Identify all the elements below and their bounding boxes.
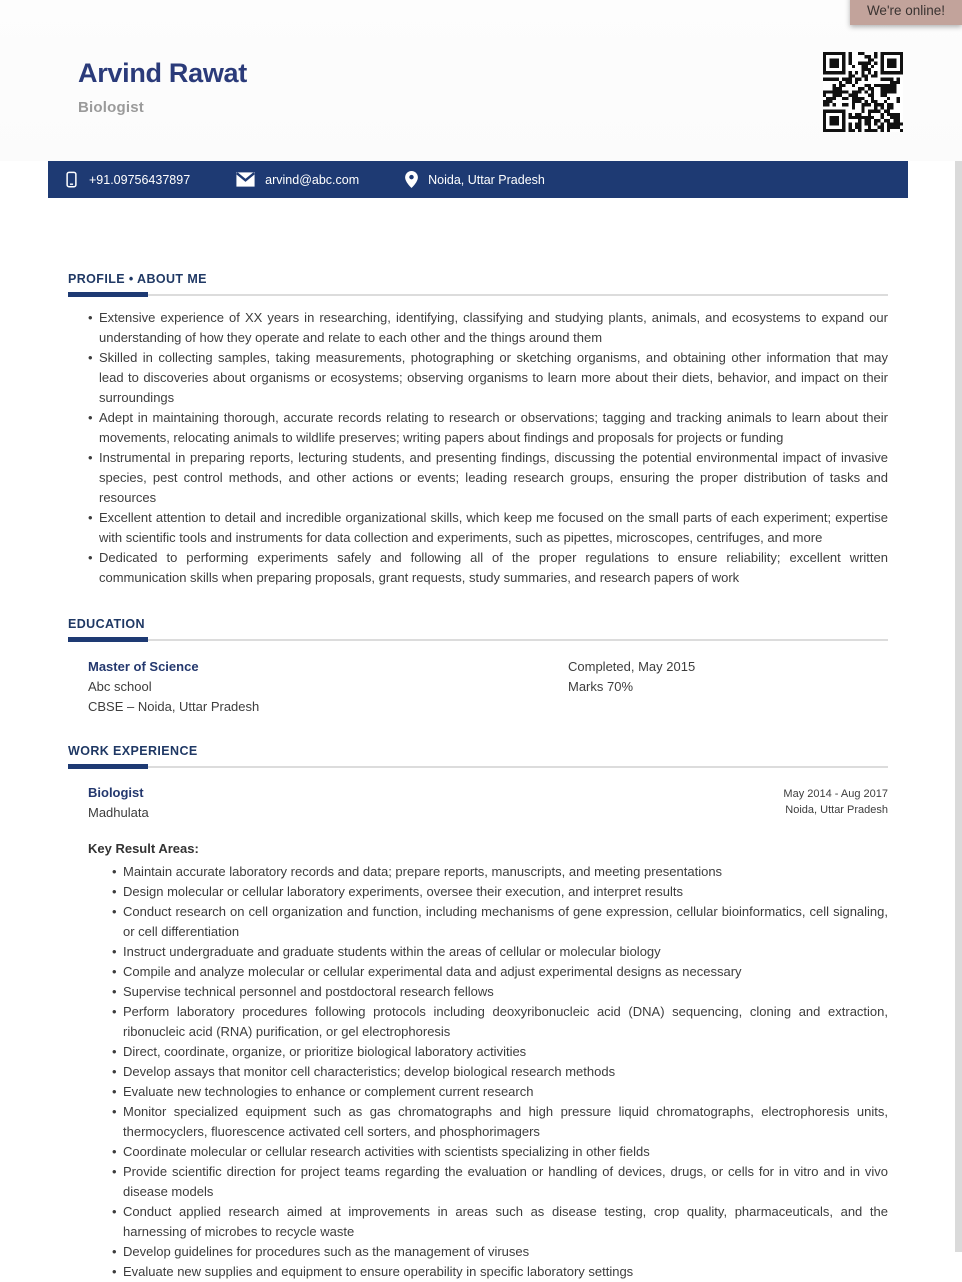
mail-icon [236,172,255,187]
section-rule [68,764,888,769]
work-bullet: • Design molecular or cellular laboratory experiments, oversee their execution, and interpret results [112,882,888,902]
work-bullet: • Instruct undergraduate and graduate students within the areas of cellular or molecular biology [112,942,888,962]
key-result-areas-label: Key Result Areas: [88,841,199,856]
contact-bar [48,161,908,198]
work-bullet: • Provide scientific direction for project teams regarding the evaluation or handling of devices, drugs, or cells for in vitro and in vivo disease models [112,1162,888,1202]
work-bullet: • Perform laboratory procedures following protocols including deoxyribonucleic acid (DNA) sequencing, cloning and extraction, ribonucleic acid (RNA) purification, or gel electrophoresis [112,1002,888,1042]
work-bullet: • Develop assays that monitor cell characteristics; develop biological research methods [112,1062,888,1082]
resume-body [68,272,888,1282]
work-bullet: • Supervise technical personnel and postdoctoral research fellows [112,982,888,1002]
work-section-title: WORK EXPERIENCE [68,744,198,758]
profile-bullet: • Instrumental in preparing reports, lecturing students, and presenting findings, discussing the potential environmental impact of invasive species, pest control methods, and other actions or events; leading research groups, ensuring the proper distribution of tasks and resources [88,448,888,508]
work-bullet: • Develop guidelines for procedures such as the management of viruses [112,1242,888,1262]
work-bullet: • Coordinate molecular or cellular research activities with scientists specializing in other fields [112,1142,888,1162]
section-work-experience [68,744,888,1282]
profile-bullet: • Excellent attention to detail and incredible organizational skills, which keep me focused on the small parts of each experiment; expertise with scientific tools and instruments for data collection and experiments, such as pipettes, microscopes, centrifuges, and more [88,508,888,548]
work-bullet: • Direct, coordinate, organize, or prioritize biological laboratory activities [112,1042,888,1062]
resume-header [0,0,962,161]
person-name: Arvind Rawat [78,58,247,88]
education-section-title: EDUCATION [68,617,145,631]
section-profile [68,272,888,588]
education-degree: Master of Science [88,659,199,674]
education-entry-right [568,657,888,717]
education-school: Abc school [88,679,152,694]
work-bullet: • Conduct research on cell organization and function, including mechanisms of gene expression, cellular bioinformatics, cell signaling, or cell differentiation [112,902,888,942]
work-bullet: • Compile and analyze molecular or cellular experimental data and adjust experimental designs as necessary [112,962,888,982]
work-role: Biologist [88,785,144,800]
contact-email-value: arvind@abc.com [265,172,360,187]
work-entry-header [68,783,888,823]
education-board-location: CBSE – Noida, Uttar Pradesh [88,699,260,714]
education-entry [68,657,888,717]
work-entry-left [88,783,149,823]
education-entry-left [88,657,568,717]
profile-bullet-list [68,308,888,588]
profile-bullet: • Extensive experience of XX years in researching, identifying, classifying and studying plants, animals, and ecosystems to expand our understanding of how they operate and relate to each other and the things around them [88,308,888,348]
section-rule [68,292,888,297]
location-pin-icon [405,171,418,188]
work-location: Noida, Uttar Pradesh [785,804,888,816]
work-company: Madhulata [88,805,149,820]
education-marks: Marks 70% [568,679,634,694]
work-dates: May 2014 - Aug 2017 [783,788,888,800]
work-bullet: • Conduct applied research aimed at improvements in areas such as disease testing, crop quality, pharmaceuticals, and the harnessing of microbes to recycle waste [112,1202,888,1242]
work-bullet: • Monitor specialized equipment such as gas chromatographs and high pressure liquid chromatographs, electrophoresis units, thermocyclers, fluorescence activated cell sorters, and phosphorimagers [112,1102,888,1142]
contact-location [405,171,545,188]
contact-phone-value: +91.09756437897 [89,172,191,187]
window-edge-strip [955,0,962,1252]
contact-email[interactable] [236,172,359,187]
contact-phone[interactable] [64,171,190,188]
work-bullet-list [68,862,888,1282]
work-entry-right [783,783,888,823]
chat-status-badge[interactable] [850,0,962,25]
section-rule [68,637,888,642]
work-bullet: • Evaluate new technologies to enhance or complement current research [112,1082,888,1102]
profile-bullet: • Dedicated to performing experiments safely and following all of the proper regulations to ensure reliability; excellent written communication skills when preparing proposals, grant requests, study summaries, and research papers of work [88,548,888,588]
person-job-title: Biologist [78,99,144,116]
qr-code [823,52,903,132]
contact-location-value: Noida, Uttar Pradesh [428,172,545,187]
section-education [68,617,888,717]
education-completed-date: Completed, May 2015 [568,659,696,674]
profile-bullet: • Adept in maintaining thorough, accurate records relating to research or observations; tagging and tracking animals to learn about their movements, relocating animals to wildlife preserves; writing papers about findings and proposals for projects or funding [88,408,888,448]
profile-bullet: • Skilled in collecting samples, taking measurements, photographing or sketching organisms, and obtaining other information that may lead to discoveries about organisms or ecosystems; observing organisms to learn more about their diets, behavior, and impact on their surroundings [88,348,888,408]
phone-icon [64,171,79,188]
work-bullet: • Maintain accurate laboratory records and data; prepare reports, manuscripts, and meeting presentations [112,862,888,882]
chat-status-label: We're online! [866,3,946,18]
profile-section-title: PROFILE • ABOUT ME [68,272,207,286]
work-bullet: • Evaluate new supplies and equipment to ensure operability in specific laboratory settings [112,1262,888,1282]
